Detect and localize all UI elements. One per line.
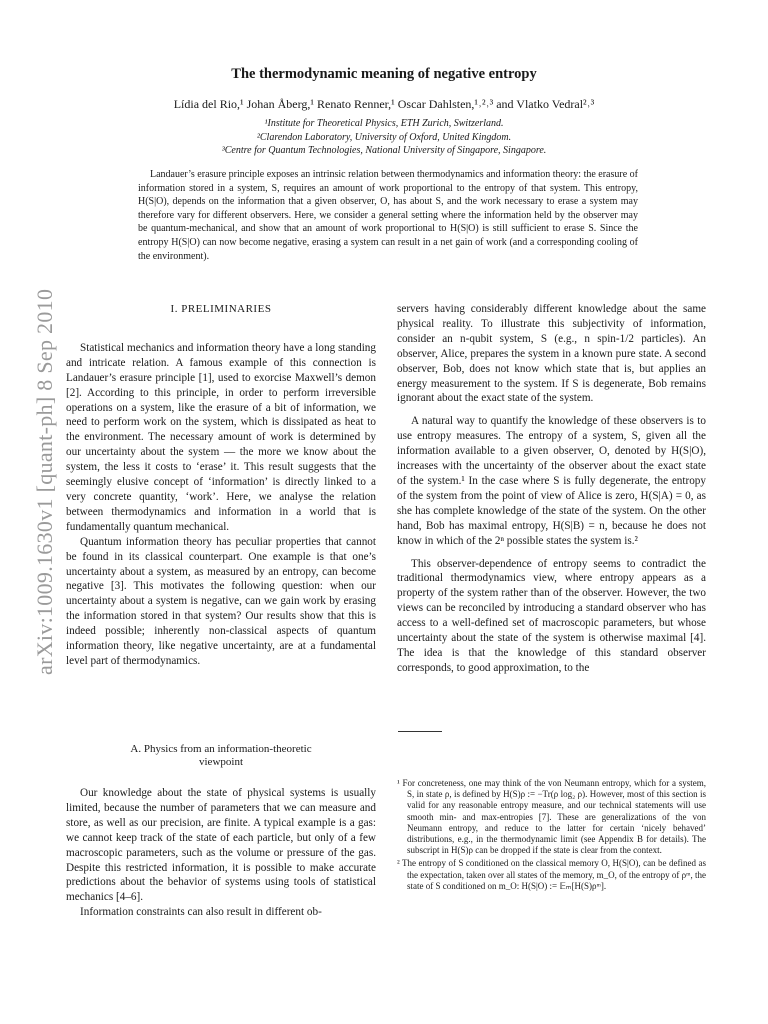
subsection-heading-line-2: viewpoint <box>199 756 243 768</box>
left-column <box>66 302 376 669</box>
footnote-1: ¹ For concreteness, one may think of the von Neumann entropy, which for a system, S, in state ρ, is defined by H(S)ρ := −Tr(ρ log₂ ρ). However, most of this section is valid for any reasonable entropy measure, and our technical statements will use smooth min- and max-entropies [7]. These are generalizations of the von Neumann entropy, and reduce to the latter for certain ‘nicely behaved’ distributions, e.g., in the thermodynamic limit (see Appendix B for details). The subscript in H(S)ρ can be dropped if the state is clear from the context. <box>397 778 706 856</box>
section1-paragraph-1: Statistical mechanics and information theory have a long standing and intricate relation. A famous example of this connection is Landauer’s erasure principle [1], used to exorcise Maxwell’s demon [2]. According to this principle, in order to perform irreversible operations on a system, like the erasure of a bit of information, we need to perform work on the system, which is dissipated as heat to the environment. The necessary amount of work is determined by our uncertainty about the system — the more we know about the system, the less it costs to ‘erase’ it. This result suggests that the seemingly elusive concept of ‘information’ is directly linked to a very concrete quantity, ‘work’. Here, we analyse the relation between thermodynamics and information in a world that is fundamentally quantum mechanical. <box>66 341 376 533</box>
subsection-heading-line-1: A. Physics from an information-theoretic <box>130 743 312 755</box>
subsection-a-paragraph-2: Information constraints can also result in different ob- <box>80 906 322 919</box>
right-paragraph-2: A natural way to quantify the knowledge of these observers is to use entropy measures. The entropy of a system, S, given all the information available to a given observer, O, denoted by H(S|O), increases with the uncertainty of the observer about the exact state of the system.¹ In the case where S is fully degenerate, the entropy of the system from the point of view of Alice is zero, H(S|A) = 0, as she has complete knowledge of the state of the system. On the other hand, Bob has maximal entropy, H(S|B) = n, because he does not know in which of the 2ⁿ possible states the system is.² <box>397 415 706 547</box>
section-heading-preliminaries: I. PRELIMINARIES <box>170 303 272 315</box>
affiliations <box>0 117 768 158</box>
affiliation-2: ²Clarendon Laboratory, University of Oxford, United Kingdom. <box>256 131 512 143</box>
right-column <box>397 302 706 676</box>
subsection-a-paragraph-1: Our knowledge about the state of physical systems is usually limited, because the number of parameters that we can measure and store, as well as our precision, are finite. A typical example is a gas: we cannot keep track of the state of each particle, but only of a few macroscopic parameters, such as the volume or pressure of the gas. Despite this restricted information, it is possible to make accurate predictions about the behavior of systems using tools of statistical mechanics [4–6]. <box>66 787 376 904</box>
paper-title: The thermodynamic meaning of negative entropy <box>231 66 537 82</box>
abstract: Landauer’s erasure principle exposes an intrinsic relation between thermodynamics and information theory: the erasure of information stored in a system, S, requires an amount of work proportional to the entropy of that system. This entropy, H(S|O), depends on the information that a given observer, O, has about S, and the work necessary to erase a system may therefore vary for different observers. Here, we consider a general setting where the information held by the observer may be quantum-mechanical, and show that an amount of work proportional to H(S|O) is still sufficient to erase S. Since the entropy H(S|O) can now become negative, erasing a system can result in a net gain of work (and a corresponding cooling of the environment). <box>138 169 638 262</box>
subsection-a-body <box>66 786 376 920</box>
right-paragraph-1: servers having considerably different knowledge about the same physical reality. To illustrate this subjectivity of information, consider an n-qubit system, S (e.g., n spin-1/2 particles). An observer, Alice, prepares the system in a known pure state. A second observer, Bob, does not know which state that is, but applies an energy measurement to the system. If S is degenerate, Bob remains ignorant about the exact state of the system. <box>397 303 706 405</box>
footnote-2: ² The entropy of S conditioned on the classical memory O, H(S|O), can be defined as the expectation, taken over all states of the memory, m_O, of the entropy of ρᵐ, the state of S conditioned on m_O: H(S|O) := 𝔼ₘ[H(S)ρᵐ]. <box>397 858 706 891</box>
section1-paragraph-2: Quantum information theory has peculiar properties that cannot be found in its classical counterpart. One example is that one’s uncertainty about a system, as measured by an entropy, can become negative [3]. This motivates the following question: when our uncertainty about a system is negative, can we gain work by erasing the information stored in that system? Our results show that this is indeed possible; inherently non-classical aspects of quantum information theory, like negative uncertainty, are at a fundamental level part of thermodynamics. <box>66 535 376 667</box>
footnote-divider <box>398 731 442 732</box>
arxiv-identifier-stamp[interactable]: arXiv:1009.1630v1 [quant-ph] 8 Sep 2010 <box>32 288 57 675</box>
author-list: Lídia del Rio,¹ Johan Åberg,¹ Renato Renner,¹ Oscar Dahlsten,¹˒²˒³ and Vlatko Vedral²˒³ <box>173 97 595 111</box>
footnotes <box>397 778 706 892</box>
affiliation-1: ¹Institute for Theoretical Physics, ETH Zurich, Switzerland. <box>264 118 504 129</box>
right-paragraph-3: This observer-dependence of entropy seems to contradict the traditional thermodynamics view, where entropy appears as a property of the system rather than of the observer. However, the two views can be reconciled by introducing a standard observer who has access to a well-defined set of macroscopic parameters, but whose uncertainty about the state of the system is otherwise maximal [4]. The idea is that the knowledge of this standard observer corresponds, to good approximation, to the <box>397 557 706 674</box>
affiliation-3: ³Centre for Quantum Technologies, National University of Singapore, Singapore. <box>221 145 547 156</box>
subsection-heading-a <box>66 743 376 769</box>
